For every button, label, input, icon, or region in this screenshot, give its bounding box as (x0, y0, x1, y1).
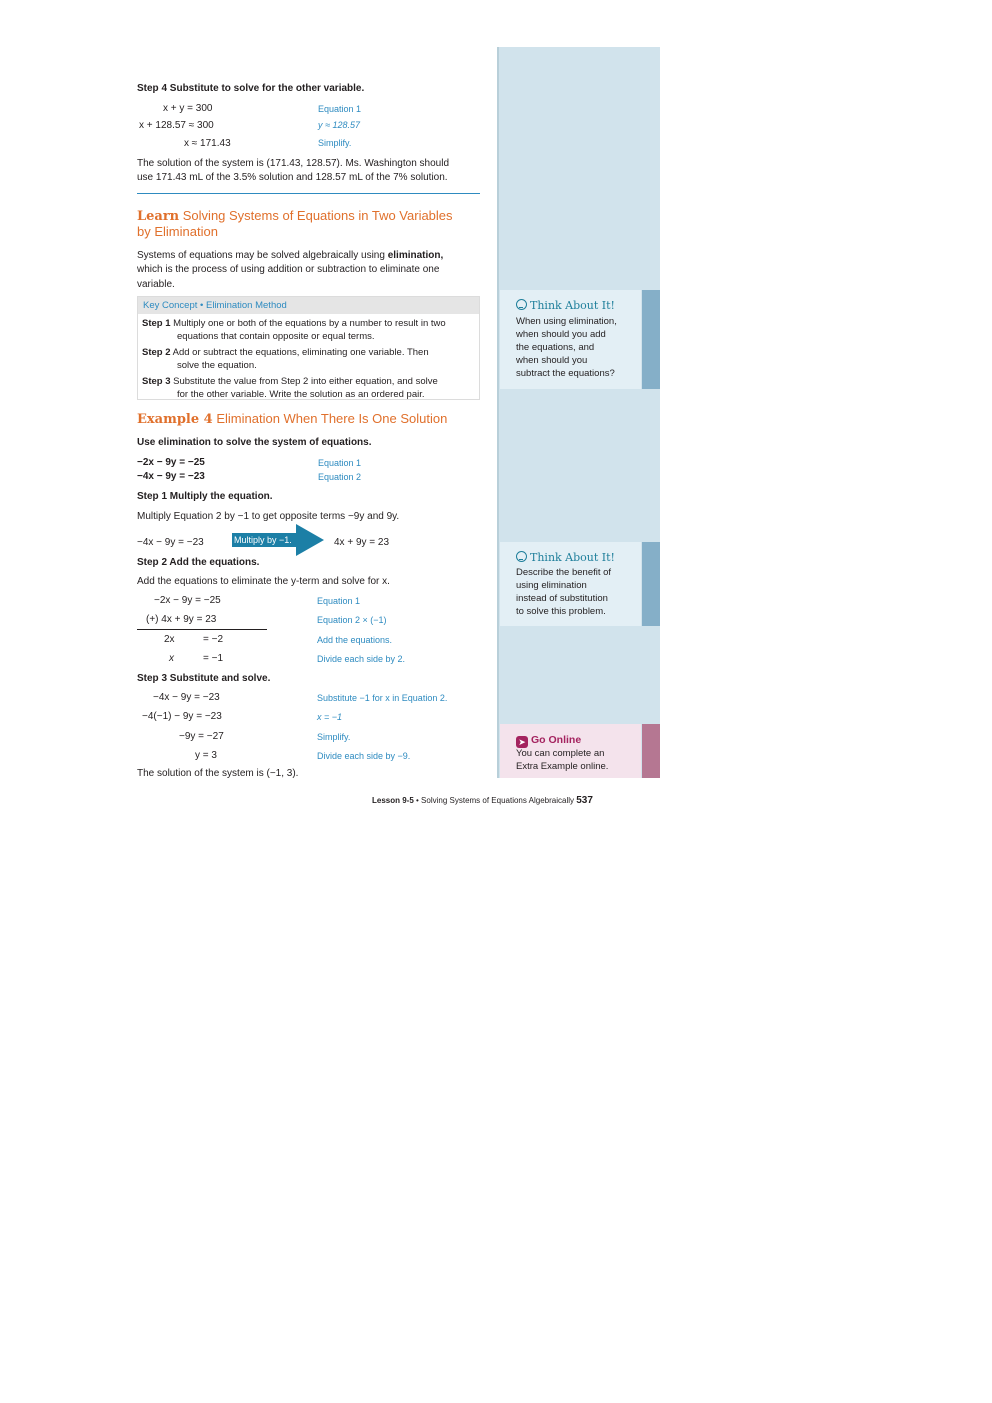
page-footer (372, 795, 593, 807)
step1-heading: Step 1 Multiply the equation. (137, 491, 273, 502)
think-about-it-title: Think About It! (516, 296, 615, 314)
step2-heading: Step 2 Add the equations. (137, 557, 260, 568)
example4-solution: The solution of the system is (−1, 3). (137, 768, 299, 779)
equation-note: Equation 1 (318, 104, 362, 114)
sidebar-tab-1 (642, 290, 660, 389)
cursor-click-icon: ➤ (516, 736, 528, 748)
text-line: the equations, and (516, 342, 595, 353)
learn-title-line2: by Elimination (137, 224, 218, 239)
equation-note: Simplify. (318, 138, 352, 148)
think-about-it-body (516, 566, 641, 618)
equation: (+) 4x + 9y = 23 (146, 614, 217, 625)
text-line: Extra Example online. (516, 761, 609, 772)
think-about-it-title: Think About It! (516, 548, 615, 566)
equation-note: Simplify. (317, 732, 351, 742)
text-line: instead of substitution (516, 593, 608, 604)
system-equation: −2x − 9y = −25 (137, 457, 205, 468)
system-equation: −4x − 9y = −23 (137, 471, 205, 482)
equation: y = 3 (195, 750, 217, 761)
key-concept-step-cont: equations that contain opposite or equal terms. (177, 331, 375, 342)
footer-title: Solving Systems of Equations Algebraically (421, 796, 575, 805)
equation-note: Divide each side by −9. (317, 751, 411, 761)
example-label: Example 4 (137, 412, 213, 427)
step4-heading: Step 4 Substitute to solve for the other variable. (137, 83, 365, 94)
equation-note: x = −1 (317, 712, 343, 722)
equation-rhs: = −2 (203, 634, 224, 645)
footer-lesson: Lesson 9-5 (372, 796, 414, 805)
example-title-text: Elimination When There Is One Solution (216, 411, 448, 426)
step-label: Step 3 (142, 376, 171, 387)
go-online-title (516, 730, 581, 748)
text-line: Describe the benefit of (516, 567, 612, 578)
equation: −2x − 9y = −25 (154, 595, 221, 606)
key-concept-step (142, 346, 429, 359)
learn-paragraph-line: which is the process of using addition or subtraction to eliminate one (137, 264, 440, 275)
step3-heading: Step 3 Substitute and solve. (137, 673, 271, 684)
equation-note: Add the equations. (317, 635, 393, 645)
text-span: Systems of equations may be solved algebraically using (137, 250, 388, 261)
learn-title (137, 208, 453, 225)
page-number: 537 (576, 795, 593, 806)
section-divider (137, 193, 480, 194)
equation-note: Equation 1 (318, 458, 362, 468)
step-text: Substitute the value from Step 2 into either equation, and solve (173, 376, 438, 387)
equation-note: Equation 2 × (−1) (317, 615, 387, 625)
step1-right-equation: 4x + 9y = 23 (334, 537, 390, 548)
equation-note: Equation 2 (318, 472, 362, 482)
sum-line (137, 629, 267, 630)
sidebar-tab-2 (642, 542, 660, 626)
equation-note: y ≈ 128.57 (318, 120, 360, 130)
equation: −4(−1) − 9y = −23 (142, 711, 222, 722)
equation-rhs: = −1 (203, 653, 224, 664)
example4-prompt: Use elimination to solve the system of equations. (137, 437, 372, 448)
equation: x + y = 300 (163, 103, 213, 114)
equation: −4x − 9y = −23 (153, 692, 220, 703)
go-online-label: Go Online (531, 734, 582, 746)
learn-title-text: Solving Systems of Equations in Two Variables (182, 208, 453, 223)
solution-text: The solution of the system is (171.43, 128.57). Ms. Washington should (137, 158, 450, 169)
equation: −9y = −27 (179, 731, 224, 742)
equation-note: Divide each side by 2. (317, 654, 406, 664)
step-text: Multiply one or both of the equations by a number to result in two (173, 318, 446, 329)
equation-lhs: x (169, 653, 174, 664)
equation-note: Equation 1 (317, 596, 361, 606)
example4-title (137, 411, 447, 428)
step2-text: Add the equations to eliminate the y-term and solve for x. (137, 576, 390, 587)
term-elimination: elimination, (387, 250, 444, 261)
text-line: using elimination (516, 580, 587, 591)
equation: x + 128.57 ≈ 300 (139, 120, 214, 131)
step1-left-equation: −4x − 9y = −23 (137, 537, 204, 548)
go-online-body (516, 747, 641, 773)
text-line: when should you add (516, 329, 606, 340)
equation-note: Substitute −1 for x in Equation 2. (317, 693, 448, 703)
learn-paragraph-line: variable. (137, 279, 175, 290)
equation-lhs: 2x (164, 634, 175, 645)
think-about-it-body (516, 315, 641, 380)
step-label: Step 2 (142, 347, 171, 358)
think-about-it-callout-2 (500, 542, 641, 626)
think-bubble-icon (516, 299, 527, 310)
go-online-callout[interactable] (500, 724, 641, 778)
solution-text: use 171.43 mL of the 3.5% solution and 128.57 mL of the 7% solution. (137, 172, 448, 183)
text-line: You can complete an (516, 748, 605, 759)
step1-text: Multiply Equation 2 by −1 to get opposite terms −9y and 9y. (137, 511, 400, 522)
equation: x ≈ 171.43 (184, 138, 231, 149)
footer-separator: • (413, 796, 422, 805)
step-text: Add or subtract the equations, eliminating one variable. Then (172, 347, 429, 358)
key-concept-step (142, 317, 446, 330)
learn-paragraph (137, 249, 443, 263)
think-about-it-callout-1 (500, 290, 641, 389)
key-concept-step (142, 375, 438, 388)
step-label: Step 1 (142, 318, 171, 329)
sidebar (497, 47, 660, 778)
learn-label: Learn (137, 209, 180, 224)
text-line: subtract the equations? (516, 368, 615, 379)
text-line: When using elimination, (516, 316, 617, 327)
key-concept-header: Key Concept • Elimination Method (138, 297, 479, 314)
think-bubble-icon (516, 551, 527, 562)
arrow-label: Multiply by −1. (234, 535, 292, 545)
key-concept-step-cont: for the other variable. Write the solution as an ordered pair. (177, 389, 425, 400)
text-line: when should you (516, 355, 588, 366)
sidebar-tab-3 (642, 724, 660, 778)
key-concept-step-cont: solve the equation. (177, 360, 257, 371)
text-line: to solve this problem. (516, 606, 606, 617)
